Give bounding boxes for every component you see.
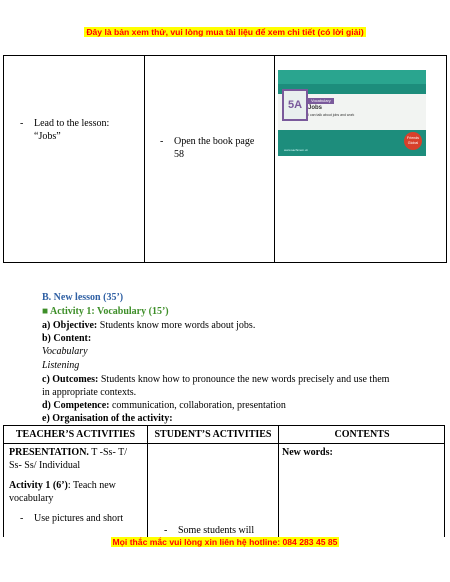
unit-code: 5A bbox=[282, 89, 308, 121]
intro-student-cell: - Open the book page 58 bbox=[160, 136, 255, 160]
objective-line: a) Objective: Students know more words about jobs. bbox=[42, 320, 256, 331]
outcomes-line-2: in appropriate contexts. bbox=[42, 387, 137, 398]
hotline-banner-text: Mọi thắc mắc vui lòng xin liên hệ hotline: 084 283 45 85 bbox=[112, 537, 338, 547]
preview-banner bbox=[0, 26, 450, 38]
outcomes-line: c) Outcomes: Students know how to pronounce the new words precisely and use them bbox=[42, 374, 390, 385]
thumbnail-title: Jobs bbox=[308, 105, 323, 111]
new-lesson-heading: B. New lesson (35’) bbox=[42, 292, 124, 303]
square-bullet-icon: ■ bbox=[42, 306, 49, 317]
student-activities-header: STUDENT’S ACTIVITIES bbox=[154, 429, 272, 440]
activity-heading: ■ Activity 1: Vocabulary (15’) bbox=[42, 306, 169, 317]
content-item: Vocabulary bbox=[42, 346, 88, 357]
thumbnail-top-strip bbox=[278, 70, 426, 84]
student-bullet: - Some students will bbox=[164, 525, 255, 536]
thumbnail-subtitle: I can talk about jobs and work bbox=[308, 113, 355, 117]
vocabulary-tag: Vocabulary bbox=[308, 98, 334, 104]
hotline-banner bbox=[0, 536, 450, 548]
header-divider bbox=[4, 443, 444, 444]
teacher-activities-header: TEACHER’S ACTIVITIES bbox=[15, 429, 136, 440]
organisation-line: e) Organisation of the activity: bbox=[42, 413, 173, 424]
content-label: b) Content: bbox=[42, 333, 92, 344]
table-divider bbox=[274, 56, 275, 262]
thumbnail-site: www.sachmem.vn bbox=[284, 148, 309, 152]
preview-banner-text: Đây là bản xem thử, vui lòng mua tài liệu để xem chi tiết (có lời giải) bbox=[86, 27, 364, 37]
teacher-presentation: PRESENTATION. T -Ss- T/ Ss- Ss/ Individual bbox=[9, 447, 127, 471]
content-item: Listening bbox=[42, 360, 80, 371]
competence-line: d) Competence: communication, collaboration, presentation bbox=[42, 400, 286, 411]
textbook-thumbnail bbox=[278, 70, 426, 156]
teacher-bullet: - Use pictures and short bbox=[20, 513, 124, 524]
contents-new-words: New words: bbox=[282, 447, 333, 458]
friends-global-logo: Friends Global bbox=[404, 132, 422, 150]
teacher-activity-1: Activity 1 (6’): Teach new vocabulary bbox=[9, 480, 116, 504]
intro-teacher-cell: - Lead to the lesson: “Jobs” bbox=[20, 118, 110, 142]
table-divider bbox=[144, 56, 145, 262]
contents-header: CONTENTS bbox=[334, 429, 390, 440]
